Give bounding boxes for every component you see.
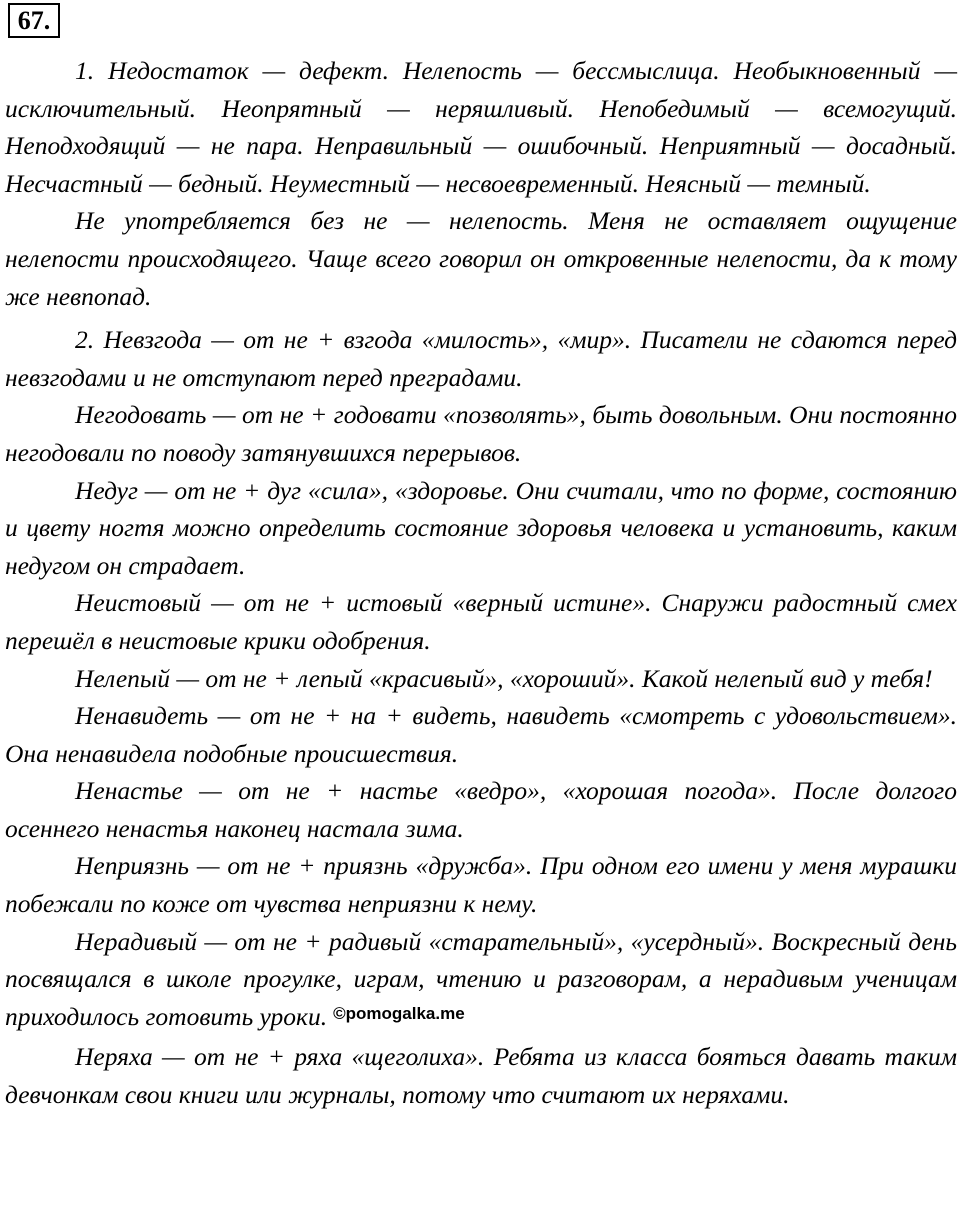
paragraph-11	[5, 923, 957, 1039]
paragraph-7: Нелепый — от не + лепый «красивый», «хороший». Какой нелепый вид у тебя!	[75, 663, 933, 693]
paragraph-8: Ненавидеть — от не + на + видеть, навидеть «смотреть с удовольствием». Она ненавидела подобные происшествия.	[5, 701, 957, 768]
exercise-number: 67.	[8, 3, 60, 38]
paragraph-1: 1. Недостаток — дефект. Нелепость — бессмыслица. Необыкновенный — исключительный. Неопрятный — неряшливый. Непобедимый — всемогущий. Неподходящий — не пара. Неправильный — ошибочный. Неприятный — досадный. Несчастный — бедный. Неуместный — несвоевременный. Неясный — темный.	[5, 56, 957, 198]
paragraph-3: 2. Невзгода — от не + взгода «милость», «мир». Писатели не сдаются перед невзгодами и не отступают перед преградами.	[5, 325, 957, 392]
paragraph-11-text: Нерадивый — от не + радивый «старательный», «усердный». Воскресный день посвящался в школе прогулке, играм, чтению и разговорам, а нерадивым ученицам приходилось готовить уроки.	[5, 926, 957, 1031]
paragraph-10: Неприязнь — от не + приязнь «дружба». При одном его имени у меня мурашки побежали по коже от чувства неприязни к нему.	[5, 851, 957, 919]
paragraph-6: Неистовый — от не + истовый «верный истине». Снаружи радостный смех перешёл в неистовые крики одобрения.	[5, 588, 957, 655]
paragraph-5: Недуг — от не + дуг «сила», «здоровье. Они считали, что по форме, состоянию и цвету ногтя можно определить состояние здоровья человека и установить, каким недугом он страдает.	[5, 475, 957, 580]
watermark: ©pomogalka.me	[333, 1003, 465, 1023]
paragraph-9: Ненастье — от не + настье «ведро», «хорошая погода». После долгого осеннего ненастья наконец настала зима.	[5, 776, 957, 843]
paragraph-2: Не употребляется без не — нелепость. Меня не оставляет ощущение нелепости происходящего. Чаще всего говорил он откровенные нелепости, да к тому же невпопад.	[5, 206, 957, 311]
exercise-text	[5, 52, 957, 1114]
paragraph-12: Неряха — от не + ряха «щеголиха». Ребята из класса бояться давать таким девчонкам свои книги или журналы, потому что считают их неряхами.	[5, 1042, 957, 1110]
paragraph-4: Негодовать — от не + годовати «позволять», быть довольным. Они постоянно негодовали по поводу затянувшихся перерывов.	[5, 400, 957, 467]
